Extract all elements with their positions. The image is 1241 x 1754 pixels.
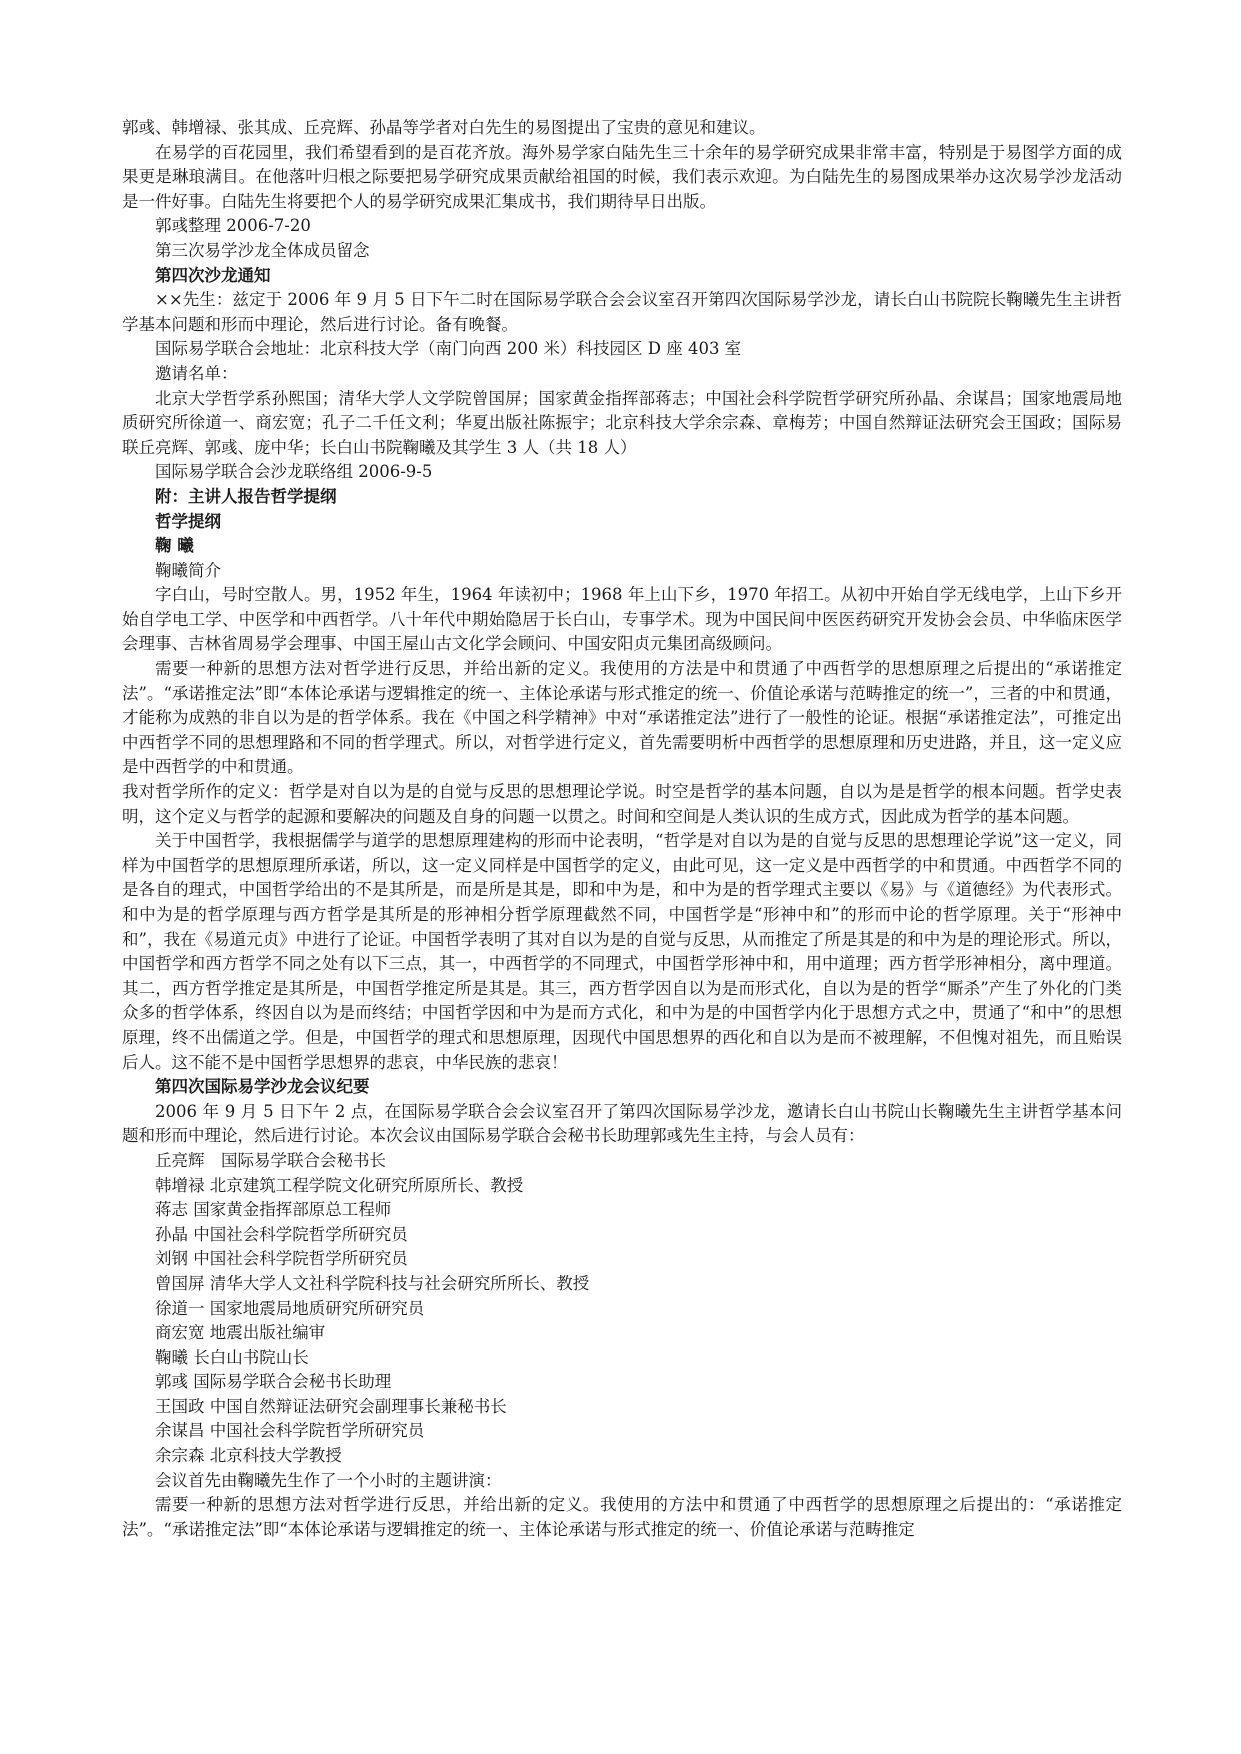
section-heading: 第四次国际易学沙龙会议纪要 [155, 1077, 370, 1097]
paragraph: 关于中国哲学，我根据儒学与道学的思想原理建构的形而中论表明，“哲学是对自以为是的自觉与反思的思想理论学说”这一定义，同样为中国哲学的思想原理所承诺，所以，这一定义同样是中国哲学的定义，由此可见，这一定义是中西哲学的中和贯通。中西哲学不同的是各自的理式，中国哲学给出的不是其所是，而是所是其是，即和中为是，和中为是的哲学理式主要以《易》与《道德经》为代表形式。和中为是的哲学原理与西方哲学是其所是的形神相分哲学原理截然不同，中国哲学是“形神中和”的形而中论的哲学原理。关于“形神中和”，我在《易道元贞》中进行了论证。中国哲学表明了其对自以为是的自觉与反思，从而推定了所是其是的和中为是的理论形式。所以，中国哲学和西方哲学不同之处有以下三点，其一，中西哲学的不同理式，中国哲学形神中和，用中道理；西方哲学形神相分，离中理道。其二，西方哲学推定是其所是，中国哲学推定所是其是。其三，西方哲学因自以为是而形式化，自以为是的哲学“厮杀”产生了外化的门类众多的哲学体系，终因自以为是而终结；中国哲学因和中为是而方式化，和中为是的中国哲学内化于思想方式之中，贯通了“和中”的思想原理，终不出儒道之学。但是，中国哲学的理式和思想原理，因现代中国思想界的西化和自以为是而不被理解，不但愧对祖先，而且贻误后人。这不能不是中国哲学思想界的悲哀，中华民族的悲哀！ [122, 831, 1122, 1072]
attendee-item: 徐道一 国家地震局地质研究所研究员 [155, 1298, 425, 1318]
signature-line: 郭彧整理 2006-7-20 [155, 216, 311, 236]
section-heading: 附：主讲人报告哲学提纲 [155, 486, 337, 506]
invite-list-label: 邀请名单： [155, 363, 238, 383]
subheading: 鞠曦简介 [155, 560, 221, 580]
paragraph: ××先生：兹定于 2006 年 9 月 5 日下午二时在国际易学联合会会议室召开第四次国际易学沙龙，请长白山书院院长鞠曦先生主讲哲学基本问题和形而中理论，然后进行讨论。备有晚餐。 [122, 290, 1122, 334]
invite-list: 北京大学哲学系孙熙国；清华大学人文学院曾国屏；国家黄金指挥部蒋志；中国社会科学院哲学研究所孙晶、余谋昌；国家地震局地质研究所徐道一、商宏宽；孔子二千任文利；华夏出版社陈振宇；北京科技大学余宗森、章梅芳；中国自然辩证法研究会王国政；国际易联丘亮辉、郭彧、庞中华；长白山书院鞠曦及其学生 3 人（共 18 人） [122, 388, 1122, 457]
section-heading: 第四次沙龙通知 [155, 265, 271, 285]
attendee-item: 王国政 中国自然辩证法研究会副理事长兼秘书长 [155, 1396, 507, 1416]
document-page [122, 116, 1122, 1542]
signature-line: 国际易学联合会沙龙联络组 2006-9-5 [155, 462, 433, 482]
paragraph: 需要一种新的思想方法对哲学进行反思，并给出新的定义。我使用的方法中和贯通了中西哲学的思想原理之后提出的：“承诺推定法”。“承诺推定法”即“本体论承诺与逻辑推定的统一、主体论承诺与形式推定的统一、价值论承诺与范畴推定 [122, 1495, 1122, 1539]
attendee-item: 韩增禄 北京建筑工程学院文化研究所原所长、教授 [155, 1175, 524, 1195]
section-heading: 哲学提纲 [155, 511, 221, 531]
attendee-item: 刘钢 中国社会科学院哲学所研究员 [155, 1249, 408, 1269]
photo-caption: 第三次易学沙龙全体成员留念 [155, 240, 370, 260]
attendee-item: 孙晶 中国社会科学院哲学所研究员 [155, 1224, 408, 1244]
attendee-item: 丘亮辉 国际易学联合会秘书长 [155, 1150, 386, 1170]
attendee-item: 曾国屏 清华大学人文社科学院科技与社会研究所所长、教授 [155, 1273, 590, 1293]
paragraph: 我对哲学所作的定义：哲学是对自以为是的自觉与反思的思想理论学说。时空是哲学的基本问题，自以为是是哲学的根本问题。哲学史表明，这个定义与哲学的起源和要解决的问题及自身的问题一以贯之。时间和空间是人类认识的生成方式，因此成为哲学的基本问题。 [122, 782, 1122, 826]
paragraph: 需要一种新的思想方法对哲学进行反思，并给出新的定义。我使用的方法是中和贯通了中西哲学的思想原理之后提出的“承诺推定法”。“承诺推定法”即“本体论承诺与逻辑推定的统一、主体论承诺与形式推定的统一、价值论承诺与范畴推定的统一”，三者的中和贯通，才能称为成熟的非自以为是的哲学体系。我在《中国之科学精神》中对“承诺推定法”进行了一般性的论证。根据“承诺推定法”，可推定出中西哲学不同的思想理路和不同的哲学理式。所以，对哲学进行定义，首先需要明析中西哲学的思想原理和历史进路，并且，这一定义应是中西哲学的中和贯通。 [122, 659, 1122, 777]
author-name: 鞠 曦 [155, 536, 194, 556]
attendee-item: 余谋昌 中国社会科学院哲学所研究员 [155, 1421, 425, 1441]
attendee-item: 蒋志 国家黄金指挥部原总工程师 [155, 1200, 392, 1220]
paragraph: 会议首先由鞠曦先生作了一个小时的主题讲演： [155, 1470, 502, 1490]
attendee-item: 余宗森 北京科技大学教授 [155, 1446, 342, 1466]
attendee-item: 鞠曦 长白山书院山长 [155, 1347, 309, 1367]
attendee-item: 商宏宽 地震出版社编审 [155, 1323, 326, 1343]
attendee-item: 郭彧 国际易学联合会秘书长助理 [155, 1372, 392, 1392]
paragraph: 字白山，号时空散人。男，1952 年生，1964 年读初中；1968 年上山下乡，1970 年招工。从初中开始自学无线电学，上山下乡开始自学电工学、中医学和中西哲学。八十年代中期始隐居于长白山，专事学术。现为中国民间中医医药研究开发协会会员、中华临床医学会理事、吉林省周易学会理事、中国王屋山古文化学会顾问、中国安阳贞元集团高级顾问。 [122, 585, 1122, 654]
paragraph: 郭彧、韩增禄、张其成、丘亮辉、孙晶等学者对白先生的易图提出了宝贵的意见和建议。 [122, 118, 766, 137]
paragraph: 2006 年 9 月 5 日下午 2 点，在国际易学联合会会议室召开了第四次国际易学沙龙，邀请长白山书院山长鞠曦先生主讲哲学基本问题和形而中理论，然后进行讨论。本次会议由国际易学联合会秘书长助理郭彧先生主持，与会人员有： [122, 1101, 1122, 1146]
address-line: 国际易学联合会地址：北京科技大学（南门向西 200 米）科技园区 D 座 403 室 [155, 339, 742, 359]
paragraph: 在易学的百花园里，我们希望看到的是百花齐放。海外易学家白陆先生三十余年的易学研究成果非常丰富，特别是于易图学方面的成果更是琳琅满目。在他落叶归根之际要把易学研究成果贡献给祖国的时候，我们表示欢迎。为白陆先生的易图成果举办这次易学沙龙活动是一件好事。白陆先生将要把个人的易学研究成果汇集成书，我们期待早日出版。 [122, 142, 1122, 211]
